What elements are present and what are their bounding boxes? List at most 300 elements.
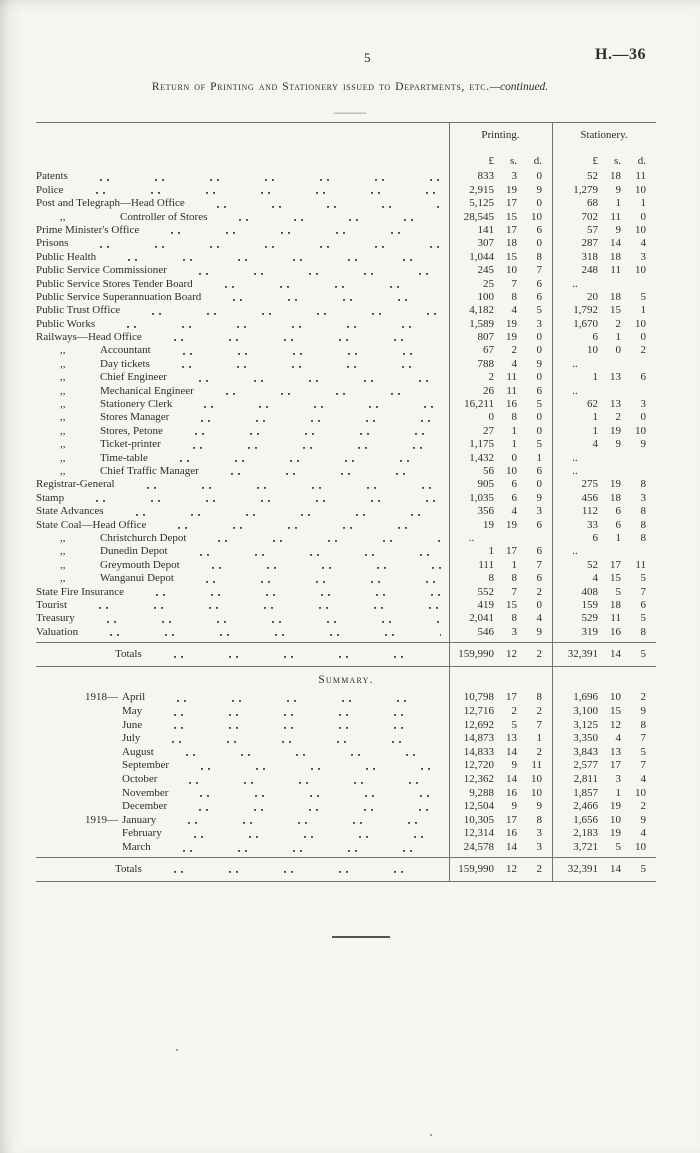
printing-pence: 1 [536,732,542,745]
table-header [36,123,656,141]
row-label-text: Totals [115,648,142,661]
row-label [36,787,449,801]
stationery-pence: 0 [640,210,646,223]
stationery-amount [552,197,656,210]
currency-header-row [36,155,656,168]
stationery-shillings: 19 [610,478,621,491]
printing-shillings: 15 [506,598,517,611]
stationery-shillings: 6 [615,505,621,518]
row-label-text: Public Health [36,250,97,263]
row-label-text: State Fire Insurance [36,585,124,598]
stationery-amount [552,170,656,183]
dot-leader [176,572,441,585]
stationery-shillings [600,278,621,291]
printing-pounds: 28,545 [463,210,494,223]
printing-amount [449,331,552,344]
row-label [36,648,449,661]
stationery-shillings [600,545,621,558]
stationery-amount [552,532,656,545]
printing-pence: 0 [536,411,542,424]
stationery-shillings: 9 [615,438,621,451]
printing-pounds: 111 [478,558,494,571]
row-ditto-mark [85,841,122,855]
row-label-text: Public Works [36,317,96,330]
stationery-pounds: 112 [581,505,598,518]
printing-amount [449,648,552,661]
printing-pounds: 14,833 [463,745,494,758]
stationery-pounds: 3,350 [573,732,598,745]
rule-above-summary-totals [36,857,656,858]
dot-leader [187,197,441,210]
printing-pence: 8 [536,813,542,826]
printing-shillings: 15 [506,210,517,223]
stationery-pence: 5 [640,572,646,585]
stationery-pounds: 408 [581,585,598,598]
dot-leader [164,827,441,841]
stationery-shillings: 18 [610,491,621,504]
separator-dash: — [334,104,366,121]
row-label [36,465,449,478]
stationery-pounds: 10 [587,344,598,357]
printing-pence: 0 [536,237,542,250]
row-label-text: Railways—Head Office [36,331,142,344]
stationery-pence: 2 [640,800,646,813]
row-label [36,371,449,384]
row-label-text: July [122,732,141,745]
dot-leader [122,304,441,317]
printing-amount [449,304,552,317]
row-label-text: August [122,745,154,758]
stationery-pounds: .. [572,357,578,370]
row-label [36,264,449,277]
department-rows [36,170,656,642]
row-ditto-mark [85,759,122,773]
stationery-pence [623,452,646,465]
stationery-shillings: 1 [615,786,621,799]
stationery-pounds: 1,279 [573,183,598,196]
table-row [36,318,656,331]
table-row [36,170,656,183]
stationery-shillings: 15 [610,572,621,585]
printing-shillings: 7 [511,277,517,290]
printing-amount [449,492,552,505]
stationery-pence: 9 [640,813,646,826]
row-label-text: Registrar-General [36,478,115,491]
printing-pence: 4 [536,612,542,625]
dot-leader [126,586,441,599]
table-row [36,572,656,585]
stationery-pounds: 1,696 [573,691,598,704]
table-row [36,732,656,746]
printing-shillings: 17 [506,223,517,236]
printing-shillings: 1 [511,438,517,451]
printing-pence: 2 [536,585,542,598]
printing-pence: 3 [536,505,542,518]
totals-row-summary [36,863,656,876]
printing-pence: 7 [536,718,542,731]
row-label [36,746,449,760]
stationery-shillings: 11 [610,210,621,223]
stationery-shillings: 14 [610,862,621,875]
row-ditto-mark: ,, [60,344,66,357]
row-ditto-mark: ,, [60,357,66,370]
printing-pounds: 12,716 [463,705,494,718]
printing-shillings: 1 [511,558,517,571]
stationery-pounds: 275 [581,478,598,491]
printing-pounds: 10,305 [463,813,494,826]
row-label [36,452,449,465]
stationery-shillings: 18 [610,598,621,611]
stationery-currency-header [552,155,656,168]
stationery-pence [623,465,646,478]
row-ditto-mark [85,705,122,719]
stationery-amount [552,719,656,733]
stationery-pence: 0 [640,331,646,344]
row-label [36,425,449,438]
printing-shillings: 15 [506,250,517,263]
rule-below-totals [36,666,656,667]
row-label-text: May [122,705,143,718]
printing-pence: 0 [536,598,542,611]
printing-pence: 6 [536,223,542,236]
printing-shillings: 6 [511,491,517,504]
table-row [36,827,656,841]
stationery-pounds: 6 [592,531,598,544]
row-label-text: September [122,759,170,772]
stationery-amount [552,545,656,558]
dot-leader [66,492,441,505]
dot-leader [209,211,441,224]
printing-shillings: 10 [506,264,517,277]
row-label [36,398,449,411]
row-label-text: Wanganui Depot [100,572,174,585]
row-ditto-mark: ,, [60,384,66,397]
stationery-shillings: 19 [610,827,621,840]
dot-leader [117,478,441,491]
row-label-text: Treasury [36,612,75,625]
printing-amount [449,170,552,183]
dot-leader [156,746,441,760]
stationery-shillings: 13 [610,371,621,384]
stationery-pounds: 52 [587,558,598,571]
stationery-amount [552,505,656,518]
row-label-text: State Advances [36,505,104,518]
dot-leader [171,759,441,773]
stationery-amount [552,385,656,398]
printing-amount [449,425,552,438]
printing-pence: 9 [536,625,542,638]
pence-label: d. [637,155,646,167]
row-label [36,773,449,787]
printing-pounds: 356 [477,505,494,518]
printing-amount [449,787,552,801]
stationery-shillings: 15 [610,304,621,317]
stationery-pounds: 6 [592,331,598,344]
stationery-amount [552,691,656,705]
printing-pounds: 0 [488,411,494,424]
stationery-shillings: 9 [615,223,621,236]
printing-amount [449,732,552,746]
printing-pence: 10 [531,786,542,799]
column-rule-2 [552,123,553,881]
printing-pounds: 546 [477,625,494,638]
row-label-text: Dunedin Depot [100,545,168,558]
printing-pounds: 10,798 [463,691,494,704]
printing-shillings [496,532,517,545]
dot-leader [188,532,441,545]
row-label-text: Police [36,183,64,196]
stationery-pounds: 3,721 [573,840,598,853]
printing-amount [449,278,552,291]
printing-shillings: 8 [511,411,517,424]
stationery-shillings: 18 [610,250,621,263]
printing-shillings: 8 [511,290,517,303]
printing-pounds: 1,175 [469,438,494,451]
row-label-text: State Coal—Head Office [36,518,147,531]
ink-speck [176,1049,178,1051]
printing-shillings: 3 [511,625,517,638]
table-row [36,251,656,264]
table-row [36,371,656,384]
printing-pence [519,532,542,545]
printing-pence: 9 [536,357,542,370]
printing-shillings: 6 [511,478,517,491]
stationery-shillings: 16 [610,625,621,638]
table-row [36,691,656,705]
row-label [36,599,449,612]
printing-amount [449,291,552,304]
printing-amount [449,411,552,424]
row-label [36,827,449,841]
printing-amount [449,773,552,787]
row-label [36,532,449,545]
stationery-amount [552,331,656,344]
stationery-pounds: 3,100 [573,705,598,718]
row-label [36,691,449,705]
stationery-pence: 7 [640,732,646,745]
row-label-text: Post and Telegraph—Head Office [36,197,185,210]
printing-pence: 6 [536,518,542,531]
printing-pence: 0 [536,170,542,183]
stationery-pence [623,278,646,291]
printing-amount [449,211,552,224]
printing-pounds: 16,211 [464,398,494,411]
row-label-text: Chief Engineer [100,371,167,384]
stationery-amount [552,425,656,438]
dot-leader [148,519,441,532]
stationery-pence: 11 [635,558,646,571]
printing-shillings: 11 [506,384,517,397]
printing-shillings: 16 [506,398,517,411]
printing-shillings: 2 [511,705,517,718]
printing-pounds: 8 [488,572,494,585]
stationery-pounds: 20 [587,290,598,303]
printing-pence: 3 [536,827,542,840]
row-label-text: December [122,800,168,813]
row-label [36,705,449,719]
row-label [36,478,449,491]
stationery-pence: 4 [640,827,646,840]
printing-pence: 6 [536,545,542,558]
printing-shillings: 14 [506,773,517,786]
stationery-amount [552,411,656,424]
stationery-amount [552,184,656,197]
stationery-shillings [600,358,621,371]
printing-pounds: 833 [477,170,494,183]
row-label-text: Public Service Superannuation Board [36,290,202,303]
stationery-shillings: 13 [610,745,621,758]
printing-pence: 7 [536,558,542,571]
printing-pence: 0 [536,344,542,357]
stationery-pounds: 3,843 [573,745,598,758]
ink-speck [430,1134,432,1136]
printing-pounds: 27 [483,424,494,437]
printing-pounds: 552 [477,585,494,598]
row-label [36,411,449,424]
stationery-shillings: 18 [610,290,621,303]
dot-leader [97,318,441,331]
table-row [36,478,656,491]
stationery-pounds: .. [572,384,578,397]
stationery-pence: 1 [640,197,646,210]
row-label [36,612,449,625]
dot-leader [147,691,441,705]
stationery-pounds: .. [572,464,578,477]
title-text: Return of Printing and Stationery issued to Departments, etc. [151,81,490,93]
printing-pence: 7 [536,264,542,277]
printing-shillings: 17 [506,197,517,210]
table-row [36,612,656,625]
row-label [36,759,449,773]
table-row [36,586,656,599]
stationery-pounds: 33 [587,518,598,531]
table-row [36,532,656,545]
stationery-shillings: 2 [615,411,621,424]
stationery-pounds: 1 [592,424,598,437]
printing-amount [449,719,552,733]
stationery-amount [552,773,656,787]
dot-leader [142,732,441,746]
printing-shillings: 14 [506,840,517,853]
printing-shillings: 7 [511,585,517,598]
printing-pence: 9 [536,183,542,196]
printing-pence: 6 [536,384,542,397]
stationery-pence: 4 [640,237,646,250]
printing-amount [449,572,552,585]
stationery-pence: 5 [640,612,646,625]
printing-pounds: 1,432 [469,451,494,464]
stationery-pence: 2 [640,691,646,704]
printing-amount [449,452,552,465]
stationery-amount [552,827,656,841]
stationery-column-header: Stationery. [580,129,628,141]
page-title [0,81,700,93]
stationery-shillings: 19 [610,424,621,437]
row-label-text: February [122,827,162,840]
printing-pounds: 245 [477,264,494,277]
dot-leader [77,612,441,625]
row-label-text: Public Service Stores Tender Board [36,277,193,290]
printing-pence: 2 [536,745,542,758]
row-ditto-mark [85,746,122,760]
stationery-amount [552,224,656,237]
printing-pence: 3 [536,317,542,330]
printing-pence: 0 [536,478,542,491]
shillings-label: s. [613,155,621,167]
printing-shillings: 16 [506,786,517,799]
printing-pounds: 12,362 [463,773,494,786]
stationery-amount [552,358,656,371]
printing-pence: 0 [536,371,542,384]
table-row [36,519,656,532]
row-label [36,492,449,505]
table-row [36,237,656,250]
stationery-shillings: 4 [615,732,621,745]
stationery-amount [552,371,656,384]
stationery-shillings: 14 [610,648,621,661]
printing-shillings: 5 [511,718,517,731]
printing-pounds: 159,990 [458,862,494,875]
printing-shillings: 19 [506,183,517,196]
stationery-shillings [600,452,621,465]
dot-leader [196,385,441,398]
paper-reference: H.—36 [595,46,646,63]
row-label [36,211,449,224]
stationery-amount [552,626,656,639]
table-row [36,759,656,773]
row-label-text: June [122,718,143,731]
stationery-pounds: 4 [592,572,598,585]
row-label-text: Stores, Petone [100,424,163,437]
printing-amount [449,371,552,384]
stationery-shillings: 11 [610,612,621,625]
stationery-amount [552,705,656,719]
row-label [36,251,449,264]
totals-row-main [36,648,656,661]
dot-leader [144,648,441,661]
printing-pence: 6 [536,277,542,290]
printing-shillings: 8 [511,612,517,625]
dot-leader [170,787,441,801]
printing-amount [449,532,552,545]
stationery-shillings: 18 [610,170,621,183]
stationery-pence: 10 [635,786,646,799]
stationery-pence: 7 [640,759,646,772]
stationery-pounds: 1 [592,411,598,424]
printing-pence: 10 [531,773,542,786]
table-row [36,358,656,371]
stationery-shillings: 2 [615,317,621,330]
printing-shillings: 0 [511,451,517,464]
printing-pounds: 2,915 [469,183,494,196]
printing-pounds: 141 [477,223,494,236]
stationery-pounds: 57 [587,223,598,236]
printing-amount [449,827,552,841]
row-label [36,626,449,639]
stationery-pence [623,385,646,398]
printing-shillings: 9 [511,759,517,772]
dot-leader [144,719,441,733]
row-label [36,237,449,250]
printing-pounds: 24,578 [463,840,494,853]
stationery-pence: 10 [635,264,646,277]
printing-pence: 5 [536,438,542,451]
stationery-shillings: 5 [615,840,621,853]
printing-pounds: 12,504 [463,800,494,813]
table-row [36,411,656,424]
row-label [36,505,449,518]
table-row [36,863,656,876]
